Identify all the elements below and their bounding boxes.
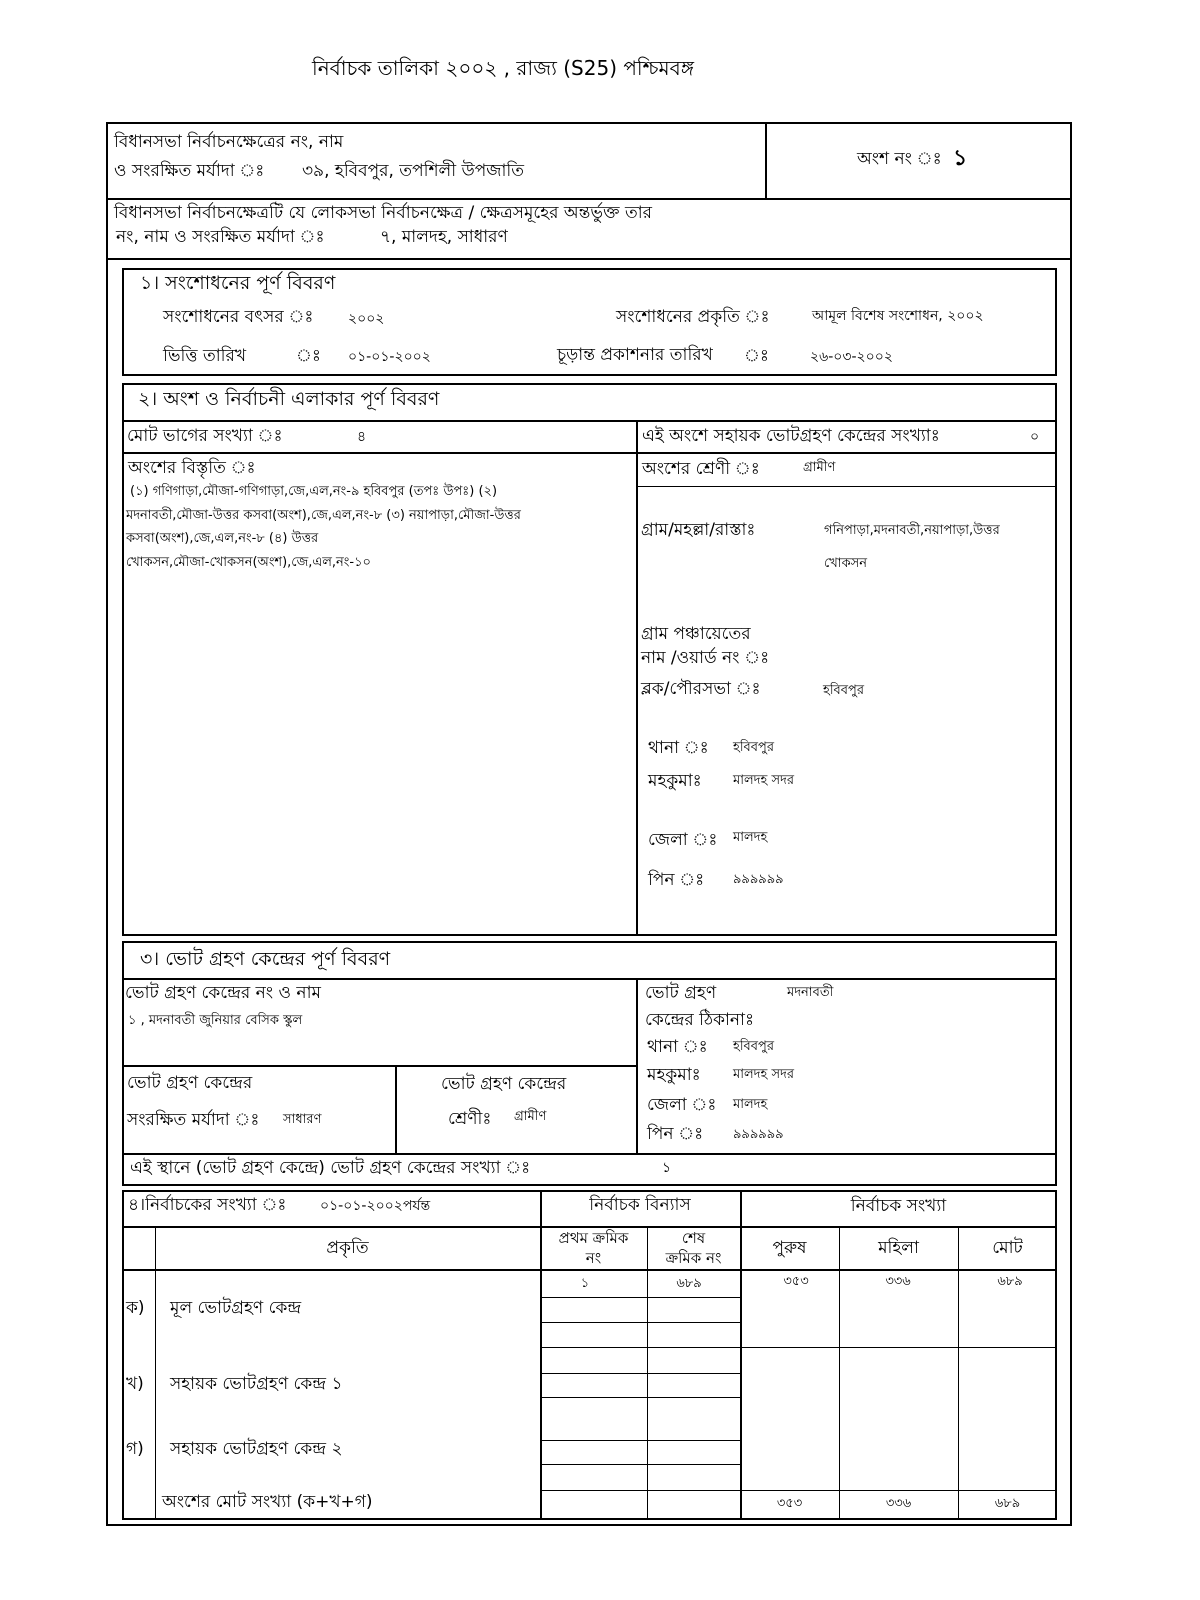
row-total: ৬৮৯ [997,1274,1023,1289]
thana-value: হবিবপুর [733,740,774,755]
row-first-serial: ১ [580,1276,590,1291]
row-key: ক) [126,1298,145,1318]
totals-label: অংশের মোট সংখ্যা (ক+খ+গ) [162,1492,373,1512]
ps-district-value: মালদহ [733,1097,768,1112]
amend-nature-label: সংশোধনের প্রকৃতি ঃ [616,307,770,327]
colon: ঃ [296,346,321,366]
extent-line: খোকসন,মৌজা-খোকসন(অংশ),জে,এল,নং-১০ [126,555,371,570]
divider [540,1397,740,1398]
aux-centres-value: ০ [1030,429,1040,445]
ps-address-label-2: কেন্দ্রের ঠিকানাঃ [645,1010,755,1030]
row-male: ৩৫৩ [783,1274,809,1289]
page-title: নির্বাচক তালিকা ২০০২ , রাজ্য (S25) পশ্চিমবঙ্গ [312,56,695,80]
amend-year-value: ২০০২ [348,311,385,327]
divider [540,1440,740,1441]
base-date-value: ০১-০১-২০০২ [348,349,431,365]
base-date-label: ভিত্তি তারিখ [163,346,247,366]
lok-sabha-label-2: নং, নাম ও সংরক্ষিত মর্যাদা ঃ [116,227,325,247]
category-value: গ্রামীণ [803,460,836,475]
category-label: অংশের শ্রেণী ঃ [642,459,760,479]
ps-no-name-value: ১ , মদনাবতী জুনিয়ার বেসিক স্কুল [128,1013,303,1028]
amend-nature-value: আমূল বিশেষ সংশোধন, ২০০২ [812,308,984,324]
extent-line: (১) গণিগাড়া,মৌজা-গণিগাড়া,জে,এল,নং-৯ হবিবপুর (তপঃ উপঃ) (২) [130,484,498,499]
row-label: মূল ভোটগ্রহণ কেন্দ্র [170,1298,302,1318]
ps-subdivision-value: মালদহ সদর [733,1067,795,1082]
extent-label: অংশের বিস্তৃতি ঃ [128,458,256,478]
village-label: গ্রাম/মহল্লা/রাস্তাঃ [641,520,756,540]
totals-female: ৩৩৬ [885,1496,912,1511]
row-key: খ) [126,1374,144,1394]
row-label: সহায়ক ভোটগ্রহণ কেন্দ্র ১ [170,1374,343,1394]
col-first-serial-2: নং [585,1249,602,1267]
col-total: মোট [992,1238,1023,1258]
section3-heading: ৩। ভোট গ্রহণ কেন্দ্রের পূর্ণ বিবরণ [140,948,391,970]
section2-heading: ২। অংশ ও নির্বাচনী এলাকার পূর্ণ বিবরণ [138,388,440,410]
divider [765,122,767,198]
divider [122,420,1057,422]
part-no-label: অংশ নং ঃ [857,149,942,169]
row-label: সহায়ক ভোটগ্রহণ কেন্দ্র ২ [170,1439,343,1459]
district-label: জেলা ঃ [648,830,718,850]
assembly-value: ৩৯, হবিবপুর, তপশিলী উপজাতি [302,161,524,181]
divider [395,1065,397,1153]
final-pub-value: ২৬-০৩-২০০২ [810,349,893,365]
lok-sabha-label: বিধানসভা নির্বাচনক্ষেত্রটি যে লোকসভা নির্বাচনক্ষেত্র / ক্ষেত্রসমূহের অন্তর্ভুক্ত তার [114,203,652,223]
total-parts-value: ৪ [357,429,367,445]
col-nature: প্রকৃতি [326,1238,369,1258]
electors-count-header: নির্বাচক সংখ্যা [850,1196,947,1216]
row-female: ৩৩৬ [885,1274,911,1289]
village-value: গনিপাড়া,মদনাবতী,নয়াপাড়া,উত্তর [824,523,1000,538]
divider [540,1464,740,1465]
totals-male: ৩৫৩ [776,1496,803,1511]
electors-heading: ৪।নির্বাচকের সংখ্যা ঃ [128,1195,287,1215]
ps-reserved-label-2: সংরক্ষিত মর্যাদা ঃ [127,1110,260,1130]
divider [155,1226,156,1520]
ps-category-label-2: শ্রেণীঃ [448,1109,492,1129]
col-female: মহিলা [878,1238,919,1258]
ps-pin-value: ৯৯৯৯৯৯ [733,1127,784,1142]
subdivision-value: মালদহ সদর [733,773,795,788]
ps-district-label: জেলা ঃ [647,1095,717,1115]
divider [122,452,1057,454]
district-value: মালদহ [733,830,768,845]
divider [636,486,1057,487]
ps-address-label: ভোট গ্রহণ [645,983,717,1003]
divider [540,1373,740,1374]
divider [540,1490,1057,1491]
extent-line: কসবা(অংশ),জে,এল,নং-৮ (৪) উত্তর [126,531,319,546]
gp-label-2: নাম /ওয়ার্ড নং ঃ [641,648,770,668]
divider [636,978,638,1153]
pin-value: ৯৯৯৯৯৯ [733,872,784,887]
assembly-label-2: ও সংরক্ষিত মর্যাদা ঃ [114,161,265,181]
extent-line: মদনাবতী,মৌজা-উত্তর কসবা(অংশ),জে,এল,নং-৮ (৩) নয়াপাড়া,মৌজা-উত্তর [126,508,521,523]
pin-label: পিন ঃ [648,870,705,890]
ps-category-value: গ্রামীণ [514,1109,547,1124]
ps-pin-label: পিন ঃ [647,1124,704,1144]
ps-reserved-label: ভোট গ্রহণ কেন্দ্রের [127,1073,253,1093]
electors-layout-header: নির্বাচক বিন্যাস [589,1195,691,1215]
lok-sabha-value: ৭, মালদহ, সাধারণ [380,227,508,247]
divider [122,978,1057,980]
part-no-value: ১ [953,146,968,171]
electors-as-of: ০১-০১-২০০২পর্যন্ত [320,1198,431,1214]
ps-no-name-label: ভোট গ্রহণ কেন্দ্রের নং ও নাম [125,983,321,1003]
divider [839,1226,840,1520]
divider [540,1322,740,1323]
col-male: পুরুষ [772,1238,807,1258]
divider [106,258,1072,260]
ps-thana-label: থানা ঃ [647,1037,708,1057]
divider [122,1269,1057,1271]
colon: ঃ [744,346,769,366]
ps-count-value: ১ [662,1160,672,1176]
ps-address-value: মদনাবতী [787,985,834,1000]
assembly-label: বিধানসভা নির্বাচনক্ষেত্রের নং, নাম [114,132,344,152]
col-last-serial: শেষ [681,1229,706,1247]
section2-box [122,383,1057,936]
ps-category-label: ভোট গ্রহণ কেন্দ্রের [441,1074,567,1094]
col-first-serial: প্রথম ক্রমিক [558,1229,629,1247]
divider [122,1065,636,1067]
total-parts-label: মোট ভাগের সংখ্যা ঃ [127,426,283,446]
ps-subdivision-label: মহকুমাঃ [647,1065,701,1085]
divider [122,1153,1057,1155]
ps-thana-value: হবিবপুর [733,1039,774,1054]
amend-year-label: সংশোধনের বৎসর ঃ [163,307,314,327]
col-last-serial-2: ক্রমিক নং [665,1249,722,1267]
totals-total: ৬৮৯ [994,1496,1021,1511]
divider [122,1226,1057,1228]
section1-heading: ১। সংশোধনের পূর্ণ বিবরণ [140,272,336,294]
divider [540,1297,740,1298]
aux-centres-label: এই অংশে সহায়ক ভোটগ্রহণ কেন্দ্রের সংখ্যাঃ [642,426,940,446]
divider [958,1226,959,1520]
subdivision-label: মহকুমাঃ [648,771,702,791]
ps-count-label: এই স্থানে (ভোট গ্রহণ কেন্দ্রে) ভোট গ্রহণ কেন্দ্রের সংখ্যা ঃ [130,1158,531,1178]
row-last-serial: ৬৮৯ [676,1276,702,1291]
final-pub-label: চূড়ান্ত প্রকাশনার তারিখ [557,345,713,365]
block-label: ব্লক/পৌরসভা ঃ [641,679,761,699]
village-value-2: খোকসন [824,556,868,571]
block-value: হবিবপুর [823,683,864,698]
divider [540,1347,1057,1348]
thana-label: থানা ঃ [648,738,709,758]
row-key: গ) [126,1439,144,1459]
ps-reserved-value: সাধারণ [283,1112,322,1127]
divider [106,198,1072,200]
gp-label: গ্রাম পঞ্চায়েতের [641,624,751,644]
divider [636,420,638,936]
